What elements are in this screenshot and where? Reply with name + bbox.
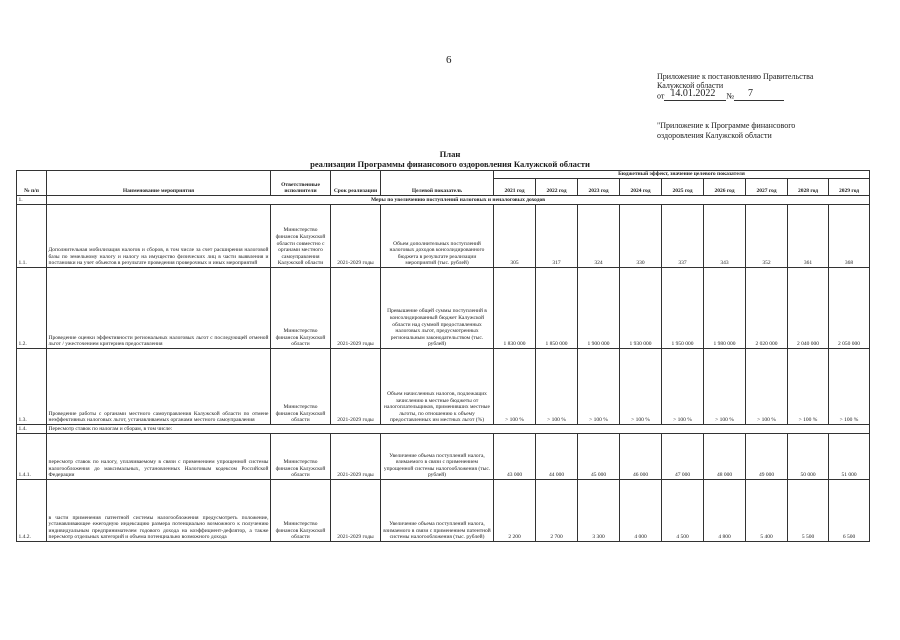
row-value: 2 020 000 bbox=[746, 268, 788, 349]
row-value: 3 300 bbox=[578, 480, 620, 542]
program-appendix-line-2: оздоровления Калужской области bbox=[657, 130, 772, 140]
row-value: 1 900 000 bbox=[578, 268, 620, 349]
row-term: 2021-2029 годы bbox=[331, 205, 381, 268]
row-num: 1.4. bbox=[17, 425, 47, 434]
header-effect: Бюджетный эффект, значение целевого показателя bbox=[494, 171, 870, 179]
table-row bbox=[17, 268, 870, 349]
row-term: 2021-2029 годы bbox=[331, 349, 381, 425]
row-term: 2021-2029 годы bbox=[331, 480, 381, 542]
section-row bbox=[17, 196, 870, 205]
plan-subtitle: реализации Программы финансового оздоровления Калужской области bbox=[310, 159, 590, 169]
row-value: 2 200 bbox=[494, 480, 536, 542]
number-prefix: № bbox=[726, 91, 735, 101]
date-prefix: от bbox=[657, 91, 665, 101]
row-value: 317 bbox=[536, 205, 578, 268]
row-value: 1 930 000 bbox=[620, 268, 662, 349]
header-executors: Ответственные исполнители bbox=[271, 171, 331, 196]
row-num: 1.4.1. bbox=[17, 434, 47, 480]
plan-table bbox=[16, 170, 870, 542]
row-value: 48 000 bbox=[704, 434, 746, 480]
row-executor: Министерство финансов Калужской области bbox=[271, 268, 331, 349]
row-value: 50 000 bbox=[788, 434, 829, 480]
row-value: 1 950 000 bbox=[662, 268, 704, 349]
row-indicator: Увеличение объема поступлений налога, взимаемого в связи с применением патентной системы налогообложения (тыс. рублей) bbox=[381, 480, 494, 542]
header-name: Наименование мероприятия bbox=[47, 171, 271, 196]
header-year: 2022 год bbox=[536, 179, 578, 196]
row-name: Дополнительная мобилизация налогов и сборов, в том числе за счет расширения налоговой базы по земельному налогу и налогу на имущество физических лиц в части выявления и постановки на учет объектов в результате проведения проверочных и иных мероприятий bbox=[47, 205, 271, 268]
header-term: Срок реализации bbox=[331, 171, 381, 196]
row-num: 1.4.2. bbox=[17, 480, 47, 542]
row-executor: Министерство финансов Калужской области совместно с органами местного самоуправления Калужской области bbox=[271, 205, 331, 268]
row-value: > 100 % bbox=[494, 349, 536, 425]
row-value: 2 040 000 bbox=[788, 268, 829, 349]
header-year: 2029 год bbox=[829, 179, 870, 196]
subsection-title: Пересмотр ставок по налогам и сборам, в том числе: bbox=[47, 425, 870, 434]
row-value: > 100 % bbox=[536, 349, 578, 425]
row-value: > 100 % bbox=[746, 349, 788, 425]
row-value: > 100 % bbox=[662, 349, 704, 425]
row-value: 6 500 bbox=[829, 480, 870, 542]
row-value: 4 000 bbox=[620, 480, 662, 542]
row-num: 1.1. bbox=[17, 205, 47, 268]
row-executor: Министерство финансов Калужской области bbox=[271, 480, 331, 542]
row-value: 4 800 bbox=[704, 480, 746, 542]
row-value: > 100 % bbox=[620, 349, 662, 425]
date-value: 14.01.2022 bbox=[670, 88, 716, 100]
row-value: 1 830 000 bbox=[494, 268, 536, 349]
row-value: > 100 % bbox=[829, 349, 870, 425]
row-value: 5 500 bbox=[788, 480, 829, 542]
header-year: 2021 год bbox=[494, 179, 536, 196]
appendix-line-2: Калужской области bbox=[657, 81, 724, 91]
header-num: № п/п bbox=[17, 171, 47, 196]
program-appendix-line-1: "Приложение к Программе финансового bbox=[657, 121, 796, 130]
subsection-row bbox=[17, 425, 870, 434]
appendix-date-line bbox=[657, 88, 857, 101]
row-value: 324 bbox=[578, 205, 620, 268]
row-value: 44 000 bbox=[536, 434, 578, 480]
row-value: 337 bbox=[662, 205, 704, 268]
row-value: > 100 % bbox=[788, 349, 829, 425]
row-value: 51 000 bbox=[829, 434, 870, 480]
page-number: 6 bbox=[446, 54, 452, 66]
header-year: 2028 год bbox=[788, 179, 829, 196]
header-year: 2024 год bbox=[620, 179, 662, 196]
row-name: пересмотр ставок по налогу, уплачиваемому в связи с применением упрощенной системы налогообложения до максимальных, установленных Налоговым кодексом Российской Федерации bbox=[47, 434, 271, 480]
row-value: 1 850 000 bbox=[536, 268, 578, 349]
row-value: 361 bbox=[788, 205, 829, 268]
row-value: 305 bbox=[494, 205, 536, 268]
row-value: 46 000 bbox=[620, 434, 662, 480]
row-value: 49 000 bbox=[746, 434, 788, 480]
header-year: 2023 год bbox=[578, 179, 620, 196]
appendix-header bbox=[657, 72, 857, 101]
row-value: 330 bbox=[620, 205, 662, 268]
number-value: 7 bbox=[748, 88, 754, 100]
row-value: 368 bbox=[829, 205, 870, 268]
row-executor: Министерство финансов Калужской области bbox=[271, 349, 331, 425]
header-year: 2027 год bbox=[746, 179, 788, 196]
row-term: 2021-2029 годы bbox=[331, 434, 381, 480]
section-num: 1. bbox=[17, 196, 47, 205]
header-year: 2025 год bbox=[662, 179, 704, 196]
row-value: 45 000 bbox=[578, 434, 620, 480]
row-value: 1 980 000 bbox=[704, 268, 746, 349]
program-appendix-note bbox=[657, 121, 857, 140]
row-value: > 100 % bbox=[578, 349, 620, 425]
row-value: 2 700 bbox=[536, 480, 578, 542]
row-value: 2 050 000 bbox=[829, 268, 870, 349]
row-value: 343 bbox=[704, 205, 746, 268]
row-term: 2021-2029 годы bbox=[331, 268, 381, 349]
row-indicator: Объем дополнительных поступлений налоговых доходов консолидированного бюджета в результате реализации мероприятий (тыс. рублей) bbox=[381, 205, 494, 268]
row-indicator: Объем начисленных налогов, подлежащих зачислению в местные бюджеты от налогоплательщиков, применивших местные льготы, по отношению к объему предоставленных им местных льгот (%) bbox=[381, 349, 494, 425]
header-year: 2026 год bbox=[704, 179, 746, 196]
row-value: > 100 % bbox=[704, 349, 746, 425]
appendix-line-1: Приложение к постановлению Правительства bbox=[657, 72, 814, 81]
table-row bbox=[17, 434, 870, 480]
row-value: 47 000 bbox=[662, 434, 704, 480]
row-name: в части применения патентной системы налогообложения предусмотреть положение, устанавливающее ежегодную индексацию размера потенциально возможного к получению индивидуальным предпринимателем годового дохода на коэффициент-дефлятор, а также пересмотр отдельных категорий и объема потенциально возможного дохода bbox=[47, 480, 271, 542]
row-name: Проведение работы с органами местного самоуправления Калужской области по отмене неэффективных налоговых льгот, устанавливаемых органами местного самоуправления bbox=[47, 349, 271, 425]
row-indicator: Увеличение объема поступлений налога, взимаемого в связи с применением упрощенной системы налогообложения (тыс. рублей) bbox=[381, 434, 494, 480]
row-executor: Министерство финансов Калужской области bbox=[271, 434, 331, 480]
row-name: Проведение оценки эффективности региональных налоговых льгот с последующей отменой льгот / ужесточением критериев предоставления bbox=[47, 268, 271, 349]
row-num: 1.3. bbox=[17, 349, 47, 425]
row-value: 43 000 bbox=[494, 434, 536, 480]
plan-title: План bbox=[439, 149, 461, 159]
row-value: 4 500 bbox=[662, 480, 704, 542]
header-indicator: Целевой показатель bbox=[381, 171, 494, 196]
table-row bbox=[17, 205, 870, 268]
row-num: 1.2. bbox=[17, 268, 47, 349]
row-indicator: Превышение общей суммы поступлений в консолидированный бюджет Калужской области над суммой предоставленных налоговых льгот, предусмотренных региональным законодательством (тыс. рублей) bbox=[381, 268, 494, 349]
table-row bbox=[17, 349, 870, 425]
row-value: 352 bbox=[746, 205, 788, 268]
table-row bbox=[17, 480, 870, 542]
section-title: Меры по увеличению поступлений налоговых и неналоговых доходов bbox=[47, 196, 870, 205]
row-value: 5 400 bbox=[746, 480, 788, 542]
